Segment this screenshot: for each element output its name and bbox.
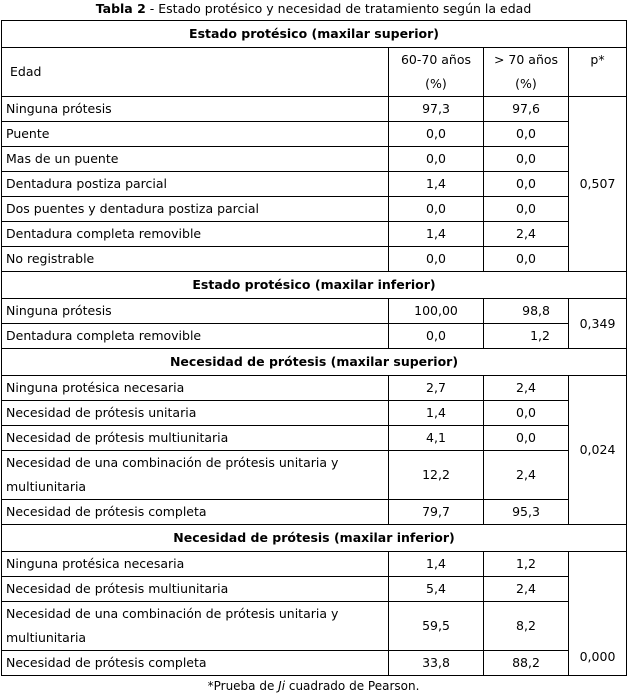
value-60-70: 33,8 <box>389 651 484 676</box>
table-number: Tabla 2 <box>95 1 146 16</box>
table-caption <box>0 1 627 17</box>
table-row <box>2 602 627 651</box>
value-over-70: 1,2 <box>484 552 569 577</box>
table-row <box>2 451 627 500</box>
row-label: Dentadura postiza parcial <box>2 172 389 197</box>
section-title: Necesidad de prótesis (maxilar superior) <box>2 349 627 376</box>
section-title: Estado protésico (maxilar superior) <box>2 21 627 48</box>
row-label: Necesidad de prótesis multiunitaria <box>2 577 389 602</box>
table-row <box>2 299 627 324</box>
row-label: No registrable <box>2 247 389 272</box>
footnote <box>0 678 627 694</box>
row-label: Ninguna prótesis <box>2 299 389 324</box>
table-row <box>2 122 627 147</box>
p-header: p* <box>569 48 627 97</box>
value-60-70: 0,0 <box>389 122 484 147</box>
row-label: Necesidad de prótesis multiunitaria <box>2 426 389 451</box>
table-row <box>2 97 627 122</box>
table-row <box>2 500 627 525</box>
section-header-row <box>2 272 627 299</box>
value-over-70: 0,0 <box>484 172 569 197</box>
column-header-row <box>2 48 627 97</box>
p-value: 0,349 <box>569 299 627 349</box>
row-label: Dentadura completa removible <box>2 324 389 349</box>
table-row <box>2 147 627 172</box>
value-60-70: 12,2 <box>389 451 484 500</box>
table-row <box>2 376 627 401</box>
value-over-70: 2,4 <box>484 376 569 401</box>
row-label: Ninguna protésica necesaria <box>2 376 389 401</box>
value-60-70: 0,0 <box>389 197 484 222</box>
col-over-70-label: > 70 años <box>493 52 559 67</box>
value-over-70: 0,0 <box>484 426 569 451</box>
row-label: Mas de un puente <box>2 147 389 172</box>
row-label: Puente <box>2 122 389 147</box>
table-row <box>2 577 627 602</box>
value-over-70: 0,0 <box>484 247 569 272</box>
section-title: Estado protésico (maxilar inferior) <box>2 272 627 299</box>
row-label: Necesidad de prótesis completa <box>2 651 389 676</box>
p-value: 0,024 <box>569 376 627 525</box>
value-60-70: 97,3 <box>389 97 484 122</box>
value-over-70: 2,4 <box>484 222 569 247</box>
value-60-70: 0,0 <box>389 247 484 272</box>
table-body <box>2 21 627 676</box>
value-over-70: 0,0 <box>484 197 569 222</box>
value-over-70: 88,2 <box>484 651 569 676</box>
value-60-70: 1,4 <box>389 172 484 197</box>
col-over-70-unit: (%) <box>515 76 537 91</box>
table-row <box>2 197 627 222</box>
col-60-70-unit: (%) <box>425 76 447 91</box>
value-over-70: 0,0 <box>484 401 569 426</box>
value-60-70: 100,00 <box>389 299 484 324</box>
footnote-prefix: *Prueba de <box>207 679 279 693</box>
footnote-italic: Ji <box>278 679 286 693</box>
section-title: Necesidad de prótesis (maxilar inferior) <box>2 525 627 552</box>
col-60-70-label: 60-70 años <box>400 52 472 67</box>
table-row <box>2 247 627 272</box>
row-label: Dos puentes y dentadura postiza parcial <box>2 197 389 222</box>
row-label: Ninguna prótesis <box>2 97 389 122</box>
footnote-suffix: cuadrado de Pearson. <box>285 679 420 693</box>
value-60-70: 0,0 <box>389 324 484 349</box>
table-row <box>2 324 627 349</box>
row-label: Necesidad de prótesis unitaria <box>2 401 389 426</box>
value-60-70: 59,5 <box>389 602 484 651</box>
value-60-70: 5,4 <box>389 577 484 602</box>
col-over-70-header <box>484 48 569 97</box>
value-over-70: 2,4 <box>484 577 569 602</box>
section-header-row <box>2 525 627 552</box>
p-value: 0,507 <box>569 97 627 272</box>
value-over-70: 97,6 <box>484 97 569 122</box>
table-row <box>2 222 627 247</box>
row-label: Necesidad de una combinación de prótesis unitaria y multiunitaria <box>2 602 389 651</box>
section-header-row <box>2 21 627 48</box>
value-60-70: 4,1 <box>389 426 484 451</box>
p-value: 0,000 <box>569 552 627 676</box>
table-row <box>2 172 627 197</box>
row-label: Ninguna protésica necesaria <box>2 552 389 577</box>
row-label: Dentadura completa removible <box>2 222 389 247</box>
value-60-70: 1,4 <box>389 552 484 577</box>
table-row <box>2 552 627 577</box>
table-title: - Estado protésico y necesidad de tratamiento según la edad <box>145 1 532 16</box>
table-row <box>2 401 627 426</box>
value-over-70: 2,4 <box>484 451 569 500</box>
age-header: Edad <box>2 48 389 97</box>
value-over-70: 0,0 <box>484 147 569 172</box>
value-60-70: 0,0 <box>389 147 484 172</box>
data-table <box>1 20 627 676</box>
section-header-row <box>2 349 627 376</box>
table-row <box>2 651 627 676</box>
value-60-70: 2,7 <box>389 376 484 401</box>
table-row <box>2 426 627 451</box>
row-label: Necesidad de prótesis completa <box>2 500 389 525</box>
col-60-70-header <box>389 48 484 97</box>
value-60-70: 79,7 <box>389 500 484 525</box>
value-over-70: 8,2 <box>484 602 569 651</box>
row-label: Necesidad de una combinación de prótesis unitaria y multiunitaria <box>2 451 389 500</box>
value-over-70: 98,8 <box>484 299 569 324</box>
value-over-70: 95,3 <box>484 500 569 525</box>
value-60-70: 1,4 <box>389 401 484 426</box>
value-over-70: 0,0 <box>484 122 569 147</box>
value-over-70: 1,2 <box>484 324 569 349</box>
value-60-70: 1,4 <box>389 222 484 247</box>
